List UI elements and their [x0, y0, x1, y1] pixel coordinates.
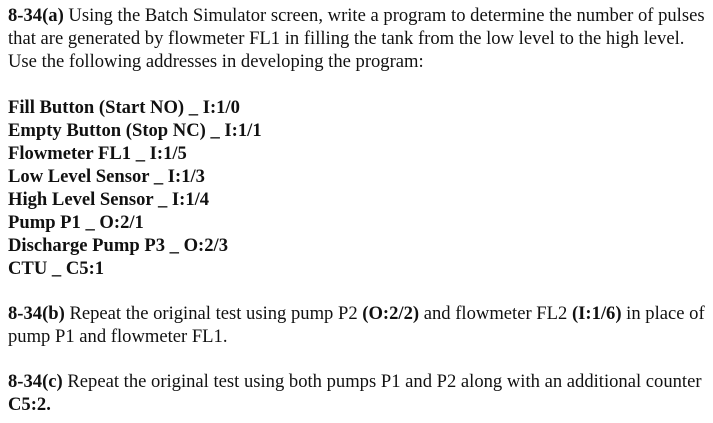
address-item: Discharge Pump P3 _ O:2/3: [8, 235, 229, 256]
spacer: [8, 348, 707, 370]
address-item: High Level Sensor _ I:1/4: [8, 189, 210, 210]
address-item: Pump P1 _ O:2/1: [8, 212, 144, 233]
problem-text-b-2: and flowmeter FL2: [419, 303, 572, 324]
counter-c52-address: C5:2.: [8, 394, 51, 415]
pump-p2-address: (O:2/2): [362, 303, 420, 324]
problem-text-b-1: Repeat the original test using pump P2: [64, 303, 363, 324]
address-item: Empty Button (Stop NC) _ I:1/1: [8, 120, 262, 141]
spacer: [8, 280, 707, 302]
problem-8-34b: [8, 302, 707, 348]
flowmeter-fl2-address: (I:1/6): [571, 303, 622, 324]
address-list: [8, 96, 707, 280]
problem-8-34a: [8, 4, 707, 73]
problem-text-c-1: Repeat the original test using both pumps P1 and P2 along with an additional counter: [62, 371, 702, 392]
problem-label-c: 8-34(c): [8, 371, 63, 392]
problem-8-34c: [8, 370, 707, 416]
address-item: Fill Button (Start NO) _ I:1/0: [8, 97, 240, 118]
problem-text-a: Using the Batch Simulator screen, write a program to determine the number of pulses that are generated by flowmeter FL1 in filling the tank from the low level to the high level. Use the following addresses in developing the program:: [8, 5, 705, 72]
address-item: CTU _ C5:1: [8, 258, 105, 279]
problem-label-b: 8-34(b): [8, 303, 65, 324]
spacer: [8, 73, 707, 96]
problem-label-a: 8-34(a): [8, 5, 64, 26]
problem-text-b-3: in place of pump P1 and flowmeter FL1.: [8, 303, 705, 347]
address-item: Flowmeter FL1 _ I:1/5: [8, 143, 187, 164]
address-item: Low Level Sensor _ I:1/3: [8, 166, 205, 187]
